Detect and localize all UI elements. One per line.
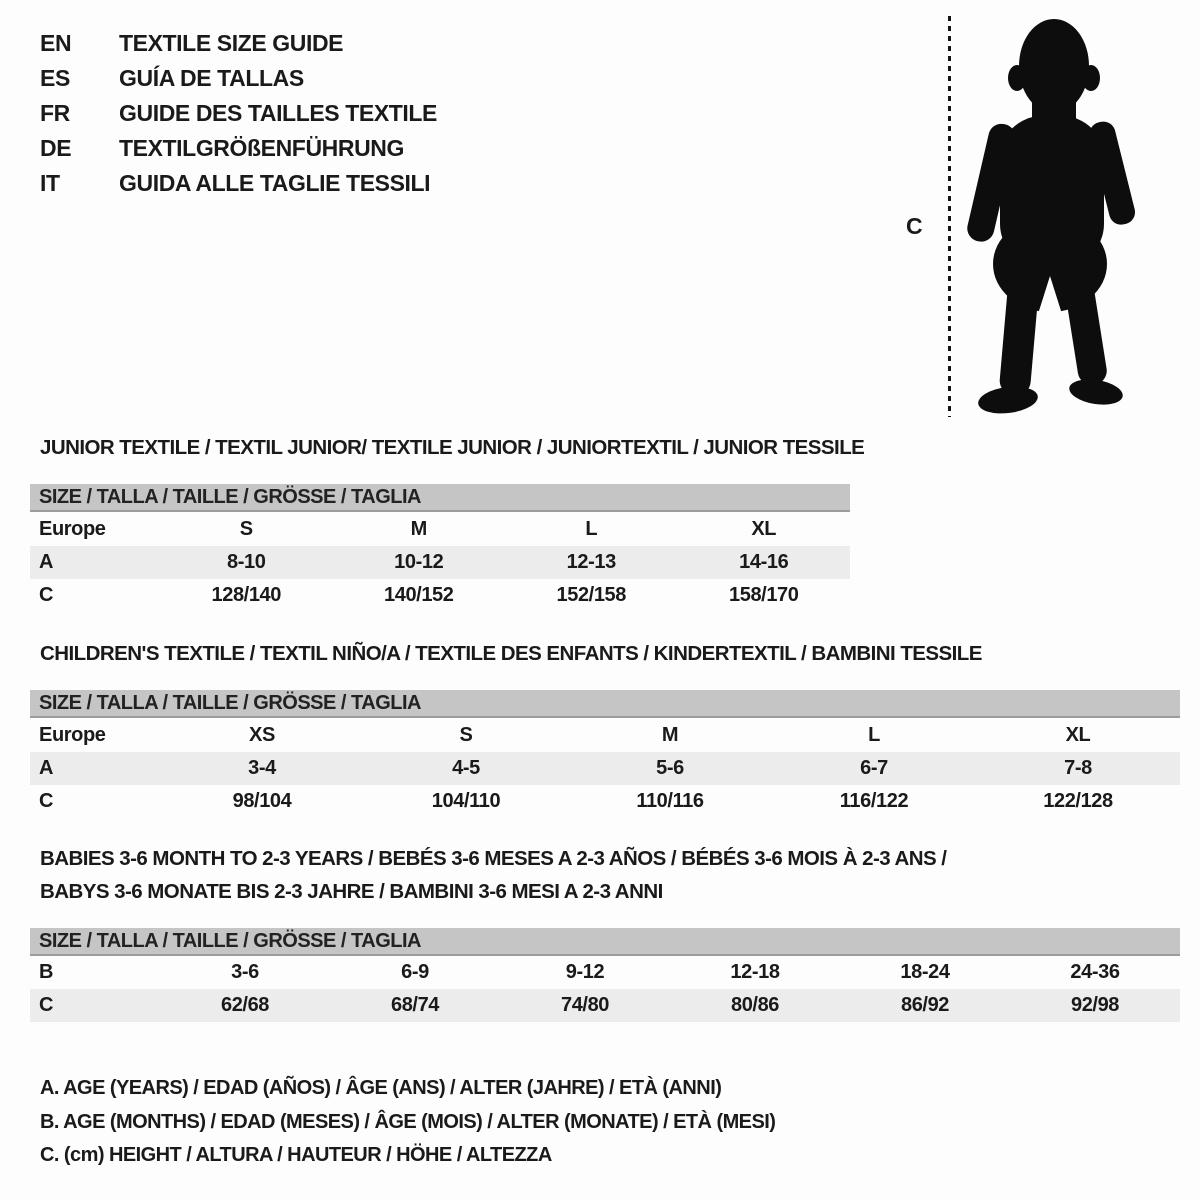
table-cell: 104/110 <box>431 790 501 812</box>
table-cell: 14-16 <box>739 551 789 573</box>
row-label: A <box>39 757 54 779</box>
measurement-legend <box>40 1072 775 1173</box>
table-cell: 110/116 <box>636 790 704 812</box>
table-cell: 3-4 <box>248 757 276 779</box>
table-row-age <box>30 546 850 579</box>
table-cell: 128/140 <box>211 584 281 606</box>
table-cell: 74/80 <box>560 994 610 1016</box>
toddler-silhouette-icon <box>962 16 1140 418</box>
size-header-bar: SIZE / TALLA / TAILLE / GRÖSSE / TAGLIA <box>30 928 1180 956</box>
language-code: DE <box>40 135 72 161</box>
guide-title-en: TEXTILE SIZE GUIDE <box>119 30 344 56</box>
babies-size-table <box>30 928 1180 1022</box>
table-cell: 18-24 <box>900 961 950 983</box>
table-cell: 6-7 <box>860 757 888 779</box>
table-header-row <box>30 718 1180 752</box>
height-measure-dashed-line <box>948 16 951 417</box>
table-header-row <box>30 512 850 546</box>
junior-size-table <box>30 484 850 612</box>
table-cell: 86/92 <box>900 994 950 1016</box>
table-cell: 5-6 <box>656 757 684 779</box>
children-section-title: CHILDREN'S TEXTILE / TEXTIL NIÑO/A / TEXTILE DES ENFANTS / KINDERTEXTIL / BAMBINI TESSILE <box>40 642 982 665</box>
size-header-bar: SIZE / TALLA / TAILLE / GRÖSSE / TAGLIA <box>30 484 850 512</box>
table-row-height <box>30 785 1180 818</box>
language-code: FR <box>40 100 70 126</box>
column-header-xs: XS <box>249 723 275 746</box>
table-cell: 6-9 <box>401 961 429 983</box>
table-cell: 92/98 <box>1070 994 1120 1016</box>
language-code: EN <box>40 30 72 56</box>
table-cell: 10-12 <box>394 551 444 573</box>
table-cell: 7-8 <box>1064 757 1092 779</box>
table-cell: 80/86 <box>730 994 780 1016</box>
row-label: C <box>39 790 54 812</box>
language-list <box>40 26 437 201</box>
language-code: IT <box>40 170 60 196</box>
table-row-height <box>30 579 850 612</box>
table-row-age <box>30 752 1180 785</box>
row-label: A <box>39 551 54 573</box>
language-code: ES <box>40 65 70 91</box>
guide-title-it: GUIDA ALLE TAGLIE TESSILI <box>119 170 431 196</box>
table-cell: 140/152 <box>384 584 454 606</box>
column-header-m: M <box>661 723 679 746</box>
row-label: C <box>39 584 54 606</box>
column-header-l: L <box>868 723 880 746</box>
column-header-europe: Europe <box>39 517 106 540</box>
children-size-table <box>30 690 1180 818</box>
language-row-en <box>40 26 437 61</box>
language-row-es <box>40 61 437 96</box>
language-row-fr <box>40 96 437 131</box>
column-header-xl: XL <box>1065 723 1091 746</box>
junior-section-title: JUNIOR TEXTILE / TEXTIL JUNIOR/ TEXTILE JUNIOR / JUNIORTEXTIL / JUNIOR TESSILE <box>40 436 865 459</box>
language-row-it <box>40 166 437 201</box>
column-header-m: M <box>410 517 427 540</box>
column-header-europe: Europe <box>39 723 106 746</box>
legend-line-c: C. (cm) HEIGHT / ALTURA / HAUTEUR / HÖHE / ALTEZZA <box>40 1144 552 1166</box>
table-row-height <box>30 989 1180 1022</box>
legend-line-b: B. AGE (MONTHS) / EDAD (MESES) / ÂGE (MOIS) / ALTER (MONATE) / ETÀ (MESI) <box>40 1110 776 1133</box>
guide-title-de: TEXTILGRÖßENFÜHRUNG <box>119 135 404 161</box>
guide-title-fr: GUIDE DES TAILLES TEXTILE <box>119 100 437 126</box>
column-header-s: S <box>239 517 253 540</box>
table-cell: 12-18 <box>730 961 780 983</box>
legend-line-a: A. AGE (YEARS) / EDAD (AÑOS) / ÂGE (ANS) / ALTER (JAHRE) / ETÀ (ANNI) <box>40 1077 722 1099</box>
column-header-s: S <box>459 723 473 746</box>
row-label: B <box>39 961 54 983</box>
table-cell: 8-10 <box>227 551 266 573</box>
table-cell: 3-6 <box>231 961 259 983</box>
table-cell: 12-13 <box>566 551 616 573</box>
column-header-xl: XL <box>751 517 777 540</box>
table-cell: 9-12 <box>565 961 605 983</box>
table-cell: 116/122 <box>839 790 909 812</box>
babies-section-title-line1: BABIES 3-6 MONTH TO 2-3 YEARS / BEBÉS 3-6 MESES A 2-3 AÑOS / BÉBÉS 3-6 MOIS À 2-3 ANS / <box>40 847 947 870</box>
column-header-l: L <box>585 517 598 540</box>
size-header-bar: SIZE / TALLA / TAILLE / GRÖSSE / TAGLIA <box>30 690 1180 718</box>
babies-section-title-line2: BABYS 3-6 MONATE BIS 2-3 JAHRE / BAMBINI 3-6 MESI A 2-3 ANNI <box>40 880 663 903</box>
row-label: C <box>39 994 54 1016</box>
table-cell: 122/128 <box>1043 790 1113 812</box>
table-cell: 158/170 <box>729 584 799 606</box>
table-cell: 4-5 <box>452 757 480 779</box>
height-measure-label: C <box>906 213 923 239</box>
table-cell: 62/68 <box>220 994 270 1016</box>
guide-title-es: GUÍA DE TALLAS <box>119 65 304 91</box>
table-cell: 68/74 <box>390 994 440 1016</box>
table-cell: 152/158 <box>556 584 626 606</box>
language-row-de <box>40 131 437 166</box>
table-cell: 98/104 <box>232 790 292 812</box>
table-row-age-months <box>30 956 1180 989</box>
table-cell: 24-36 <box>1070 961 1120 983</box>
